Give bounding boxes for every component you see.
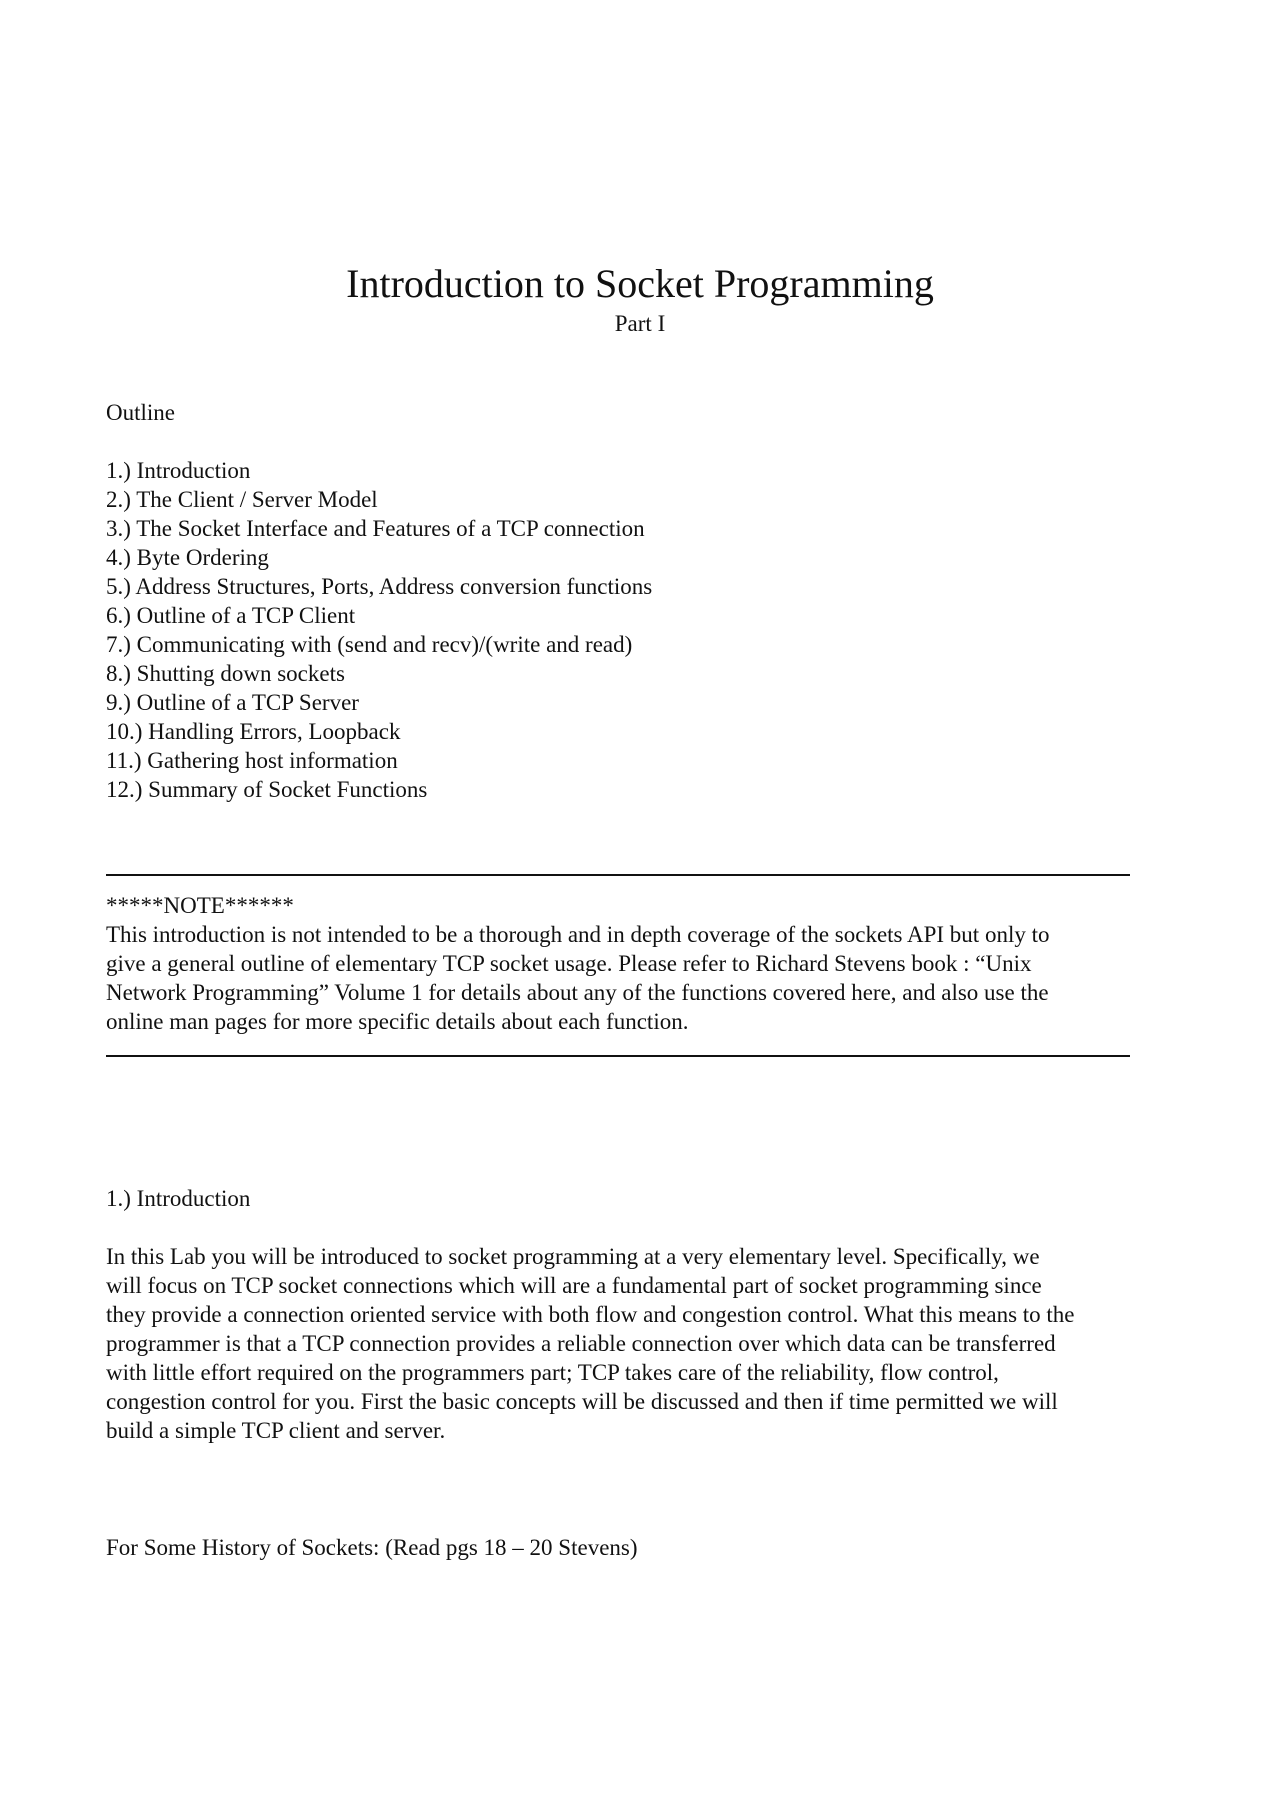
note-top-divider [106, 874, 1130, 876]
note-heading: *****NOTE****** [106, 893, 294, 918]
introduction-line: with little effort required on the programmers part; TCP takes care of the reliability, flow control, [106, 1360, 999, 1385]
note-line: This introduction is not intended to be a thorough and in depth coverage of the sockets API but only to [106, 922, 1050, 947]
outline-item: 6.) Outline of a TCP Client [106, 603, 356, 628]
outline-item: 10.) Handling Errors, Loopback [106, 719, 401, 744]
introduction-line: will focus on TCP socket connections which will are a fundamental part of socket programming since [106, 1273, 1042, 1298]
introduction-line: congestion control for you. First the basic concepts will be discussed and then if time permitted we will [106, 1389, 1058, 1414]
introduction-line: they provide a connection oriented service with both flow and congestion control. What this means to the [106, 1302, 1075, 1327]
outline-item: 2.) The Client / Server Model [106, 487, 378, 512]
outline-item: 9.) Outline of a TCP Server [106, 690, 359, 715]
document-subtitle: Part I [614, 311, 666, 336]
introduction-line: build a simple TCP client and server. [106, 1418, 446, 1443]
introduction-paragraph [106, 1242, 1075, 1445]
outline-heading: Outline [106, 400, 175, 425]
introduction-line: programmer is that a TCP connection provides a reliable connection over which data can be transferred [106, 1331, 1056, 1356]
note-paragraph [106, 920, 1049, 1036]
note-bottom-divider [106, 1055, 1130, 1057]
outline-item: 1.) Introduction [106, 458, 251, 483]
outline-item: 7.) Communicating with (send and recv)/(write and read) [106, 632, 633, 657]
introduction-heading: 1.) Introduction [106, 1186, 251, 1211]
outline-item: 3.) The Socket Interface and Features of a TCP connection [106, 516, 645, 541]
note-line: give a general outline of elementary TCP socket usage. Please refer to Richard Stevens book : “Unix [106, 951, 1032, 976]
outline-item: 11.) Gathering host information [106, 748, 398, 773]
outline-list [106, 456, 652, 804]
document-title: Introduction to Socket Programming [346, 261, 934, 306]
outline-item: 5.) Address Structures, Ports, Address conversion functions [106, 574, 653, 599]
note-line: online man pages for more specific details about each function. [106, 1009, 689, 1034]
outline-item: 12.) Summary of Socket Functions [106, 777, 428, 802]
outline-item: 4.) Byte Ordering [106, 545, 269, 570]
introduction-line: In this Lab you will be introduced to socket programming at a very elementary level. Specifically, we [106, 1244, 1040, 1269]
history-reference: For Some History of Sockets: (Read pgs 18 – 20 Stevens) [106, 1535, 638, 1560]
note-line: Network Programming” Volume 1 for details about any of the functions covered here, and also use the [106, 980, 1049, 1005]
outline-item: 8.) Shutting down sockets [106, 661, 345, 686]
